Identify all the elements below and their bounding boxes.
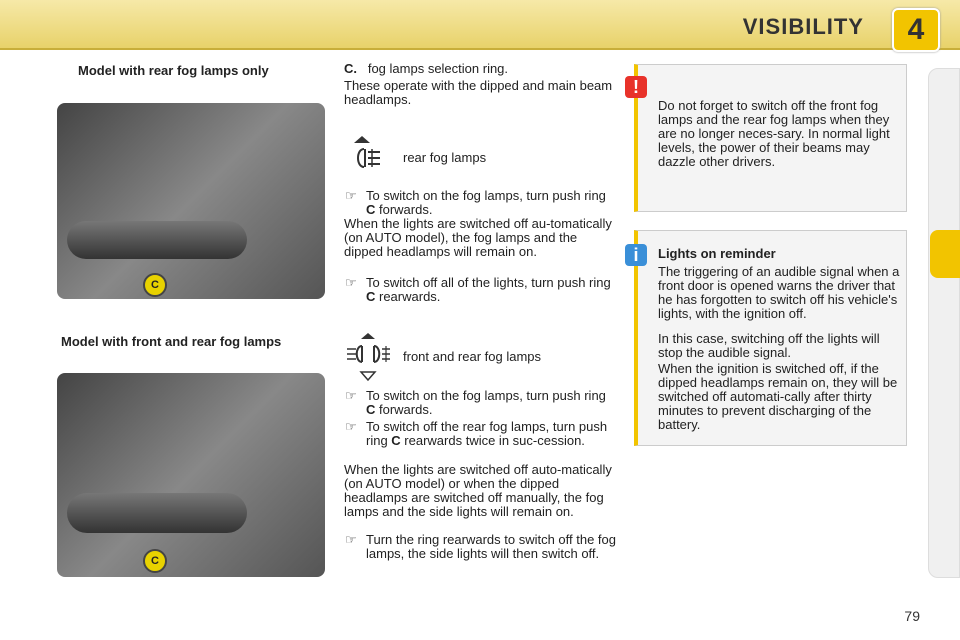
warning-icon: ! (625, 76, 647, 98)
side-tabs (928, 68, 960, 578)
rear-fog-lamp-icon (350, 135, 384, 177)
info-paragraph-1: The triggering of an audible signal when a front door is opened warns the driver that he has forgotten to switch off his vehicle's lights, with the ignition off. (658, 264, 900, 321)
bullet-hand-icon: ☞ (345, 419, 357, 434)
front-rear-fog-lamp-icon (344, 332, 392, 384)
rear-fog-label: rear fog lamps (403, 150, 487, 165)
chapter-number: 4 (892, 8, 940, 52)
bullet-hand-icon: ☞ (345, 532, 357, 547)
stalk (67, 221, 247, 259)
intro-text: These operate with the dipped and main beam headlamps. (344, 78, 613, 107)
warning-text: Do not forget to switch off the front fog lamps and the rear fog lamps when they are no longer neces-sary. In normal light levels, the power of their beams may dazzle other drivers. (658, 98, 890, 169)
info-title: Lights on reminder (658, 246, 776, 261)
heading-front-rear-fog: Model with front and rear fog lamps (61, 334, 282, 349)
c-text: fog lamps selection ring. (367, 61, 509, 76)
bullet-switch-off: To switch off all of the lights, turn push ring C rearwards. (366, 275, 611, 304)
c-label: C. (344, 61, 357, 76)
stalk (67, 493, 247, 533)
side-tab-active[interactable] (930, 230, 960, 278)
photo-rear-fog-stalk (57, 103, 325, 299)
auto-paragraph: When the lights are switched off au-tomatically (on AUTO model), the fog lamps and the dipped headlamps will remain on. (344, 216, 612, 259)
bullet-switch-on: To switch on the fog lamps, turn push ring C forwards. (366, 188, 606, 217)
bullet-hand-icon: ☞ (345, 388, 357, 403)
page-title: VISIBILITY (742, 14, 864, 39)
bullet-hand-icon: ☞ (345, 188, 357, 203)
auto-paragraph-2: When the lights are switched off auto-matically (on AUTO model) or when the dipped headlamps are switched off manually, the fog lamps and the side lights will remain on. (344, 462, 612, 519)
bullet-switch-on-2: To switch on the fog lamps, turn push ring C forwards. (366, 388, 606, 417)
info-paragraph-2: In this case, switching off the lights will stop the audible signal. (658, 331, 880, 360)
bullet-turn-ring: Turn the ring rearwards to switch off the fog lamps, the side lights will then switch off. (366, 532, 617, 561)
bullet-hand-icon: ☞ (345, 275, 357, 290)
ring-c-marker: C (143, 273, 167, 297)
photo-front-rear-fog-stalk (57, 373, 325, 577)
page-number: 79 (904, 608, 920, 624)
warning-box (634, 64, 907, 212)
info-paragraph-3: When the ignition is switched off, if the dipped headlamps remain on, they will be switched off automati-cally after thirty minutes to prevent discharging of the battery. (658, 361, 898, 432)
info-box (634, 230, 907, 446)
bullet-switch-off-rear: To switch off the rear fog lamps, turn push ring C rearwards twice in suc-cession. (366, 419, 608, 448)
front-rear-fog-label: front and rear fog lamps (403, 349, 542, 364)
c-definition (344, 62, 619, 76)
heading-rear-fog-only: Model with rear fog lamps only (78, 63, 269, 78)
info-icon: i (625, 244, 647, 266)
ring-c-marker: C (143, 549, 167, 573)
